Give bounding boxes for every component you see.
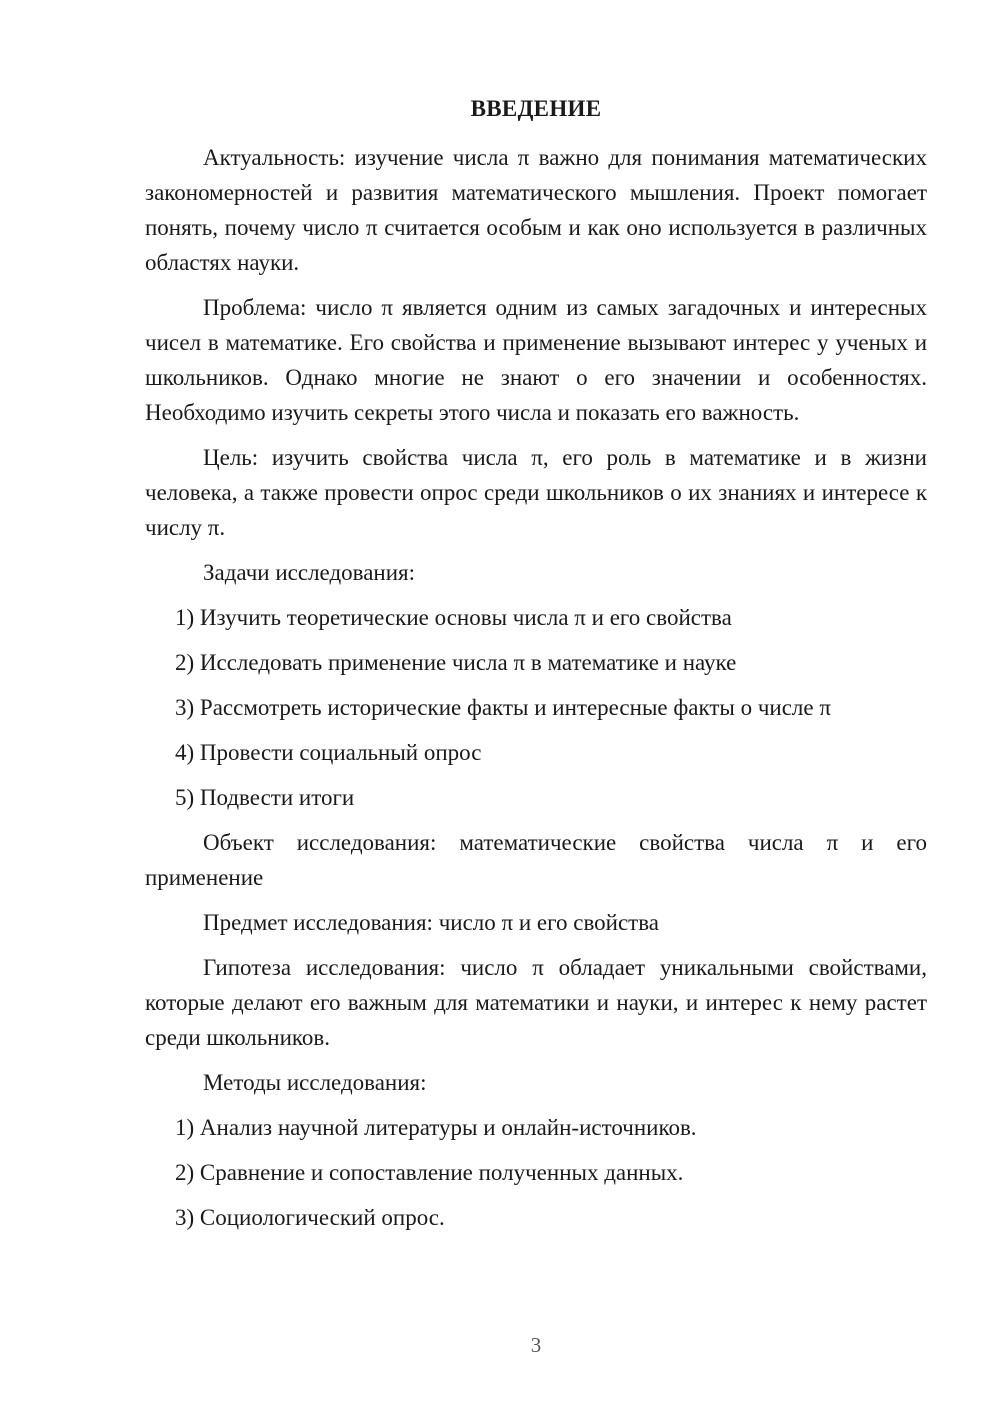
page-title: ВВЕДЕНИЕ <box>470 96 602 121</box>
subject-paragraph: Предмет исследования: число π и его свойства <box>203 910 659 935</box>
list-item: 1) Изучить теоретические основы числа π и его свойства <box>175 605 732 630</box>
list-item: 1) Анализ научной литературы и онлайн-источников. <box>175 1115 697 1140</box>
list-item: 5) Подвести итоги <box>175 785 355 810</box>
list-item: 3) Рассмотреть исторические факты и интересные факты о числе π <box>175 695 831 720</box>
goal-paragraph: Цель: изучить свойства числа π, его роль в математике и в жизни человека, а также провести опрос среди школьников о их знаниях и интересе к числу π. <box>145 445 927 540</box>
methods-list <box>145 1110 927 1235</box>
hypothesis-paragraph: Гипотеза исследования: число π обладает уникальными свойствами, которые делают его важным для математики и науки, и интерес к нему растет среди школьников. <box>145 955 927 1050</box>
list-item: 3) Социологический опрос. <box>175 1205 445 1230</box>
tasks-list <box>145 600 927 815</box>
list-item: 4) Провести социальный опрос <box>175 740 482 765</box>
problem-paragraph: Проблема: число π является одним из самых загадочных и интересных чисел в математике. Его свойства и применение вызывают интерес у ученых и школьников. Однако многие не знают о его значении и особенностях. Необходимо изучить секреты этого числа и показать его важность. <box>145 295 927 425</box>
relevance-paragraph: Актуальность: изучение числа π важно для понимания математических закономерностей и развития математического мышления. Проект помогает понять, почему число π считается особым и как оно используется в различных областях науки. <box>145 145 927 275</box>
methods-heading: Методы исследования: <box>203 1070 427 1095</box>
page-number: 3 <box>530 1333 542 1357</box>
list-item: 2) Исследовать применение числа π в математике и науке <box>175 650 737 675</box>
object-paragraph: Объект исследования: математические свойства числа π и его применение <box>145 830 927 890</box>
document-body <box>145 140 927 1245</box>
list-item: 2) Сравнение и сопоставление полученных данных. <box>175 1160 684 1185</box>
tasks-heading: Задачи исследования: <box>203 560 416 585</box>
